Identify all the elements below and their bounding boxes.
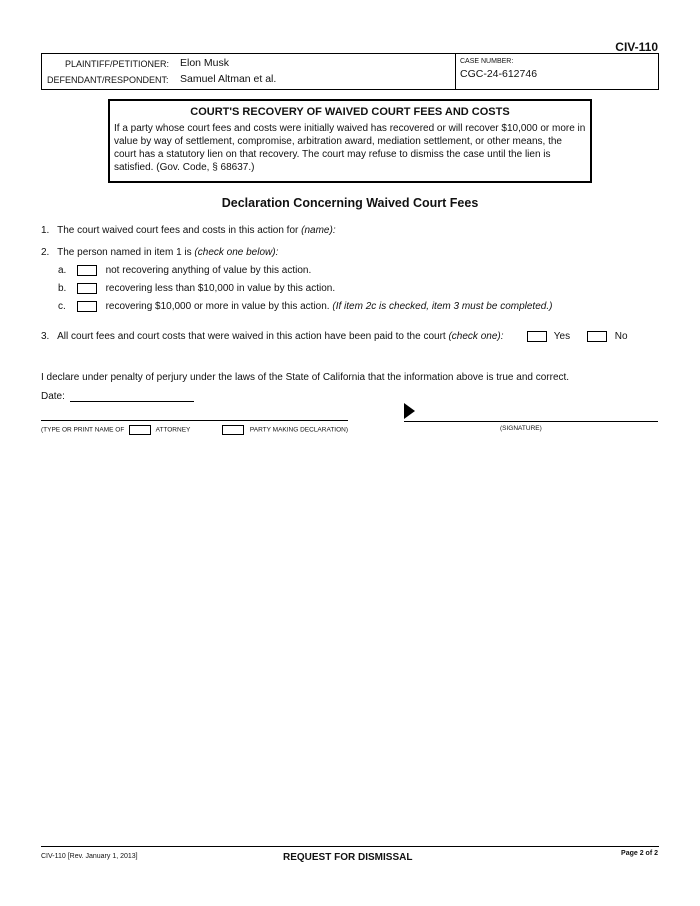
no-checkbox[interactable] <box>587 331 607 342</box>
item-3-number: 3. <box>41 331 50 342</box>
print-name-prefix: (TYPE OR PRINT NAME OF <box>41 426 125 434</box>
attorney-label: ATTORNEY <box>155 426 191 434</box>
case-number-value: CGC-24-612746 <box>460 68 538 80</box>
no-label: No <box>614 331 628 343</box>
party-checkbox[interactable] <box>222 425 244 435</box>
item-1-italic: (name): <box>301 225 336 236</box>
item-2-number: 2. <box>41 247 50 258</box>
attorney-checkbox[interactable] <box>129 425 151 435</box>
case-caption <box>41 53 659 90</box>
option-2a <box>58 265 311 276</box>
item-1-number: 1. <box>41 225 50 236</box>
option-2c-italic: (If item 2c is checked, item 3 must be completed.) <box>332 301 553 313</box>
item-2-text: The person named in item 1 is <box>57 247 192 258</box>
form-number: CIV-110 <box>615 40 658 54</box>
declaration-text: I declare under penalty of perjury under the laws of the State of California that the information above is true and correct. <box>41 372 570 383</box>
date-label: Date: <box>41 391 65 402</box>
option-2c-letter: c. <box>58 301 66 313</box>
party-label: PARTY MAKING DECLARATION) <box>249 426 349 434</box>
yes-label: Yes <box>553 331 571 343</box>
yes-option <box>527 331 570 342</box>
option-2b-checkbox[interactable] <box>77 283 97 294</box>
option-2a-letter: a. <box>58 265 67 277</box>
signature-label: (SIGNATURE) <box>500 425 542 432</box>
option-2b <box>58 283 335 294</box>
defendant-value: Samuel Altman et al. <box>180 73 277 85</box>
footer-page: Page 2 of 2 <box>621 850 658 857</box>
item-1 <box>41 225 336 236</box>
signature-arrow-icon <box>404 403 415 419</box>
option-2b-text: recovering less than $10,000 in value by this action. <box>105 283 336 295</box>
section-title: Declaration Concerning Waived Court Fees <box>221 196 479 210</box>
option-2c <box>58 301 552 312</box>
plaintiff-value: Elon Musk <box>180 57 230 69</box>
item-3-italic: (check one): <box>448 331 504 342</box>
case-number-label: CASE NUMBER: <box>460 58 514 65</box>
print-name-caption <box>41 425 348 435</box>
notice-title: COURT'S RECOVERY OF WAIVED COURT FEES AND COSTS <box>190 106 510 118</box>
no-option <box>587 331 628 342</box>
item-3 <box>41 331 504 342</box>
item-3-text: All court fees and court costs that were waived in this action have been paid to the court <box>57 331 446 342</box>
defendant-label: DEFENDANT/RESPONDENT: <box>47 75 169 85</box>
footer-rule <box>41 846 659 847</box>
option-2b-letter: b. <box>58 283 67 295</box>
signature-field[interactable] <box>404 421 658 422</box>
item-1-text: The court waived court fees and costs in this action for <box>57 225 299 236</box>
option-2a-checkbox[interactable] <box>77 265 97 276</box>
fee-recovery-notice <box>108 99 592 183</box>
item-2 <box>41 247 278 258</box>
notice-body: If a party whose court fees and costs were initially waived has recovered or will recover $10,000 or more in value by way of settlement, compromise, arbitration award, mediation settlement, or other means, the court has a statutory lien on that recovery. The court may refuse to dismiss the case until the lien is satisfied. (Gov. Code, § 68637.) <box>114 123 586 173</box>
footer-revision: CIV-110 [Rev. January 1, 2013] <box>41 853 138 860</box>
parties-cell <box>42 54 456 89</box>
date-field[interactable] <box>70 401 194 402</box>
option-2c-text: recovering $10,000 or more in value by this action. <box>105 301 330 313</box>
yes-checkbox[interactable] <box>527 331 547 342</box>
plaintiff-label: PLAINTIFF/PETITIONER: <box>65 59 170 69</box>
footer-title: REQUEST FOR DISMISSAL <box>283 852 413 863</box>
item-2-italic: (check one below): <box>194 247 279 258</box>
option-2c-checkbox[interactable] <box>77 301 97 312</box>
option-2a-text: not recovering anything of value by this action. <box>105 265 312 277</box>
print-name-field[interactable] <box>41 420 348 421</box>
